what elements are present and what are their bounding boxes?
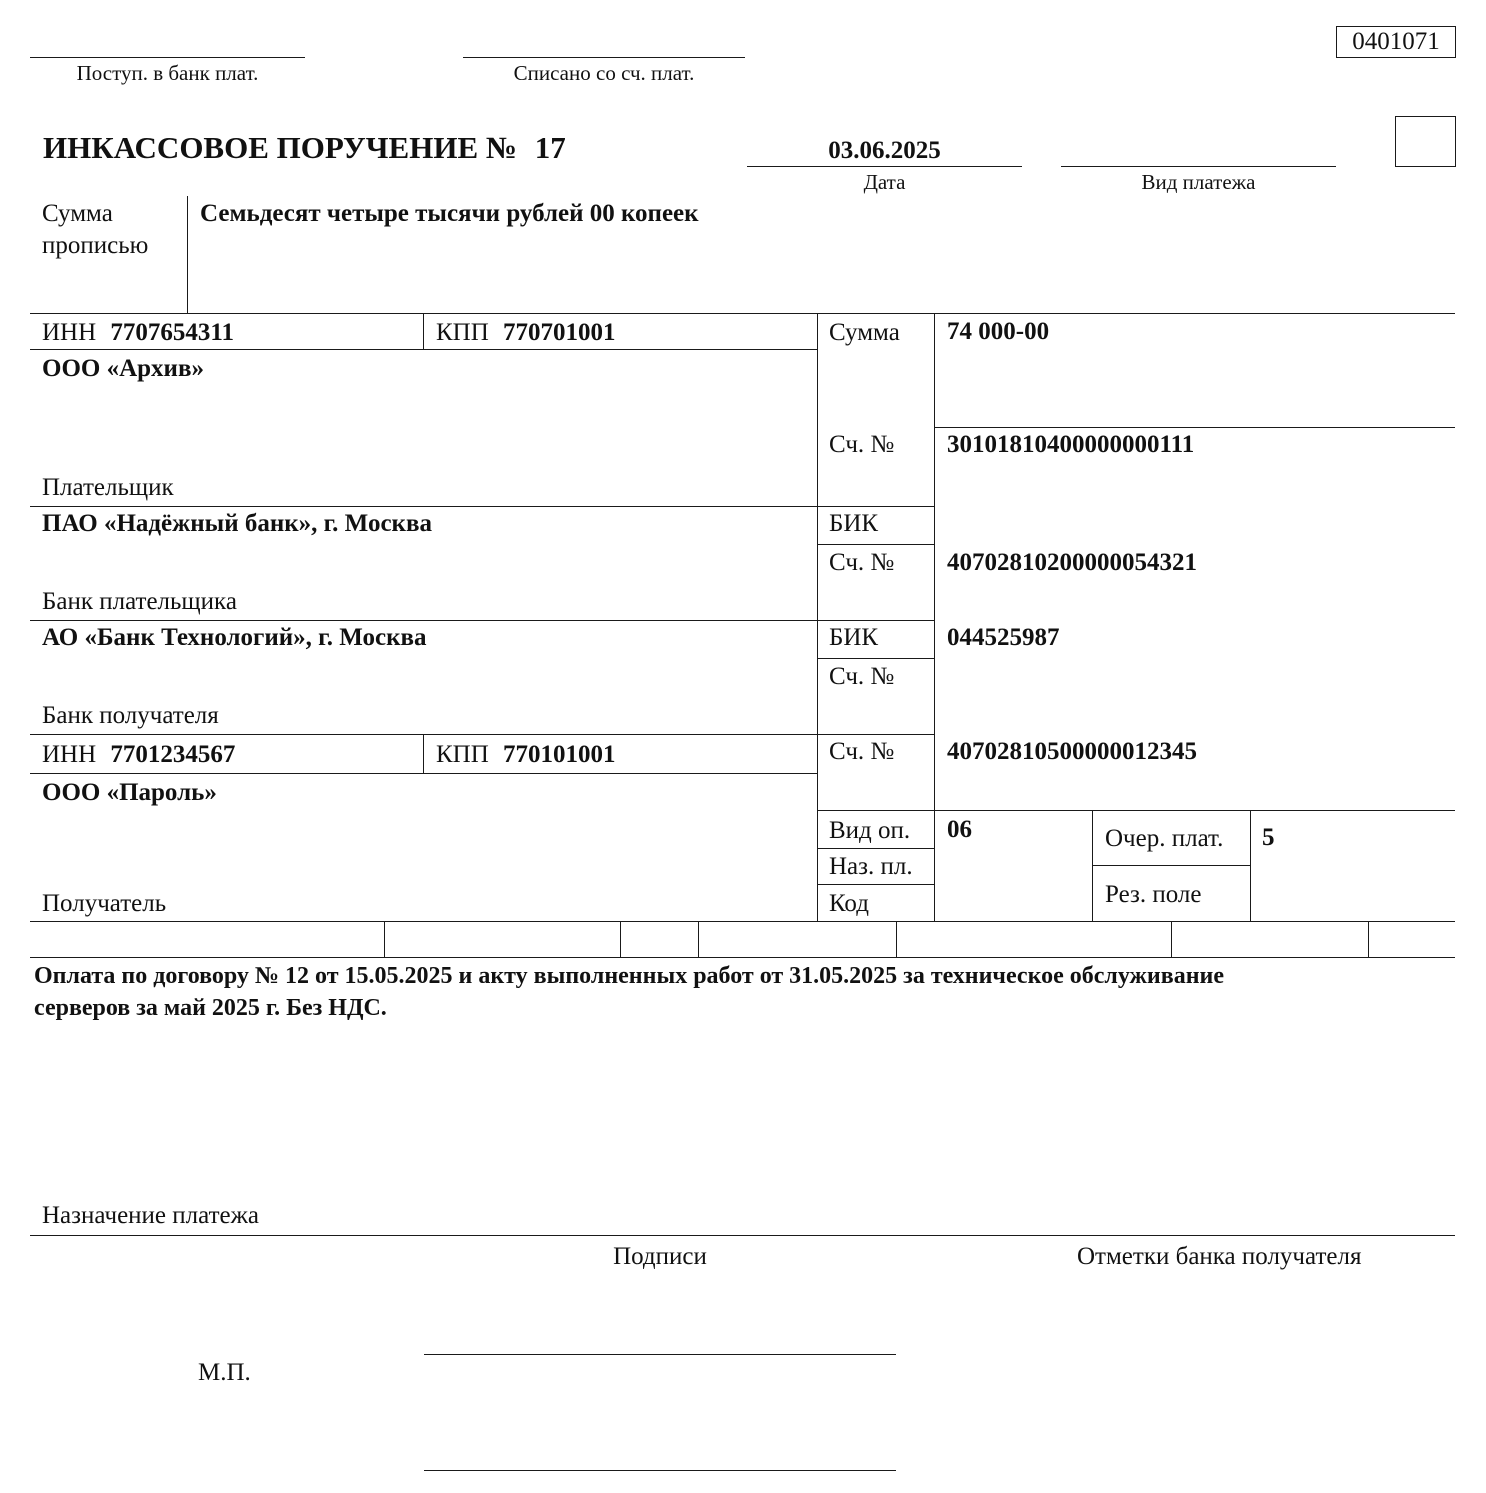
payee-bank-bik-value: 044525987 — [947, 624, 1060, 651]
payer-label: Плательщик — [42, 474, 174, 501]
reserve-field-label: Рез. поле — [1105, 881, 1202, 908]
line-purpose-code — [817, 884, 934, 885]
payee-account-label: Сч. № — [829, 738, 895, 765]
tax-divider-3 — [698, 921, 699, 957]
date-label: Дата — [863, 170, 906, 194]
stamp-label: М.П. — [198, 1359, 251, 1386]
purpose-text-line-1: Оплата по договору № 12 от 15.05.2025 и акту выполненных работ от 31.05.2025 за техническое обслуживание — [34, 963, 1225, 989]
payee-name: ООО «Пароль» — [42, 779, 217, 806]
op-type-label: Вид оп. — [829, 817, 911, 844]
payee-inn-value: 7701234567 — [110, 741, 236, 768]
line-payee-bank-bottom — [30, 734, 934, 735]
payer-inn-value: 7707654311 — [110, 319, 235, 346]
payer-bank-name: ПАО «Надёжный банк», г. Москва — [42, 510, 432, 537]
received-date-line — [30, 57, 305, 58]
line-top-main — [30, 313, 1455, 314]
payer-name: ООО «Архив» — [42, 355, 204, 382]
payee-inn-label: ИНН — [42, 741, 97, 768]
divider-col-1 — [817, 313, 818, 921]
op-type-value: 06 — [947, 816, 972, 843]
divider-priority-2 — [1250, 810, 1251, 921]
line-priority — [1092, 865, 1250, 866]
tax-divider-5 — [1171, 921, 1172, 957]
line-main-bottom — [30, 921, 1455, 922]
line-bik-2 — [817, 658, 934, 659]
document-date: 03.06.2025 — [828, 137, 941, 164]
payer-inn — [42, 318, 234, 348]
line-payer-bank-bottom — [30, 620, 934, 621]
payer-bank-account-label: Сч. № — [829, 549, 895, 576]
payer-bank-bik-label: БИК — [829, 510, 879, 537]
tax-divider-4 — [896, 921, 897, 957]
amount-words-divider — [187, 196, 188, 313]
amount-value: 74 000-00 — [947, 318, 1050, 345]
payee-bank-name: АО «Банк Технологий», г. Москва — [42, 624, 427, 651]
payee-bank-account-label: Сч. № — [829, 663, 895, 690]
payer-bank-label: Банк плательщика — [42, 588, 237, 615]
divider-col-2 — [934, 313, 935, 921]
purpose-label: Назначение платежа — [42, 1202, 259, 1229]
payee-kpp-value: 770101001 — [503, 741, 616, 768]
divider-payer-kpp — [423, 313, 424, 349]
priority-label: Очер. плат. — [1105, 825, 1224, 852]
amount-words-label-2: прописью — [42, 232, 149, 259]
signature-line-2 — [424, 1470, 896, 1471]
line-bik-1 — [817, 544, 934, 545]
document-title — [43, 130, 566, 166]
payee-kpp — [436, 740, 616, 770]
date-line — [747, 166, 1022, 167]
payee-bank-bik-label: БИК — [829, 624, 879, 651]
payer-kpp-value: 770701001 — [503, 319, 616, 346]
amount-words-label-1: Сумма — [42, 200, 113, 227]
tax-divider-2 — [620, 921, 621, 957]
payer-bank-account-value: 40702810200000054321 — [947, 549, 1197, 576]
bank-marks-label: Отметки банка получателя — [1077, 1243, 1362, 1270]
line-purpose-bottom — [30, 1235, 1455, 1236]
document-title-text: ИНКАССОВОЕ ПОРУЧЕНИЕ № — [43, 130, 518, 165]
line-op-type — [817, 848, 934, 849]
payer-account-label: Сч. № — [829, 431, 895, 458]
payee-label: Получатель — [42, 890, 167, 917]
document-number: 17 — [534, 130, 566, 165]
line-amount-bottom — [934, 427, 1455, 428]
tax-divider-1 — [384, 921, 385, 957]
signature-line-1 — [424, 1354, 896, 1355]
purpose-code-label: Наз. пл. — [829, 853, 913, 880]
payee-kpp-label: КПП — [436, 741, 489, 768]
debited-date-line — [463, 57, 745, 58]
code-label: Код — [829, 890, 869, 917]
received-label: Поступ. в банк плат. — [76, 61, 259, 85]
amount-words-value: Семьдесят четыре тысячи рублей 00 копеек — [200, 200, 699, 227]
purpose-text-line-2: серверов за май 2025 г. Без НДС. — [34, 995, 387, 1021]
line-tax-bottom — [30, 957, 1455, 958]
line-payer-bottom — [30, 506, 934, 507]
payer-inn-label: ИНН — [42, 319, 97, 346]
debited-label: Списано со сч. плат. — [513, 61, 695, 85]
payer-kpp-label: КПП — [436, 319, 489, 346]
signatures-label: Подписи — [613, 1243, 707, 1270]
payer-account-value: 30101810400000000111 — [947, 431, 1195, 458]
payer-kpp — [436, 318, 616, 348]
tax-divider-6 — [1368, 921, 1369, 957]
line-account-bottom — [817, 810, 1455, 811]
amount-label: Сумма — [829, 319, 900, 346]
payment-type-line — [1061, 166, 1336, 167]
payee-inn — [42, 740, 235, 770]
priority-value: 5 — [1262, 824, 1275, 851]
payee-account-value: 40702810500000012345 — [947, 738, 1197, 765]
payee-bank-label: Банк получателя — [42, 702, 219, 729]
divider-payee-kpp — [423, 734, 424, 773]
line-payer-inn — [30, 349, 817, 350]
line-payee-inn — [30, 773, 817, 774]
payment-type-label: Вид платежа — [1141, 170, 1256, 194]
form-code: 0401071 — [1352, 28, 1440, 55]
status-box — [1395, 116, 1456, 167]
